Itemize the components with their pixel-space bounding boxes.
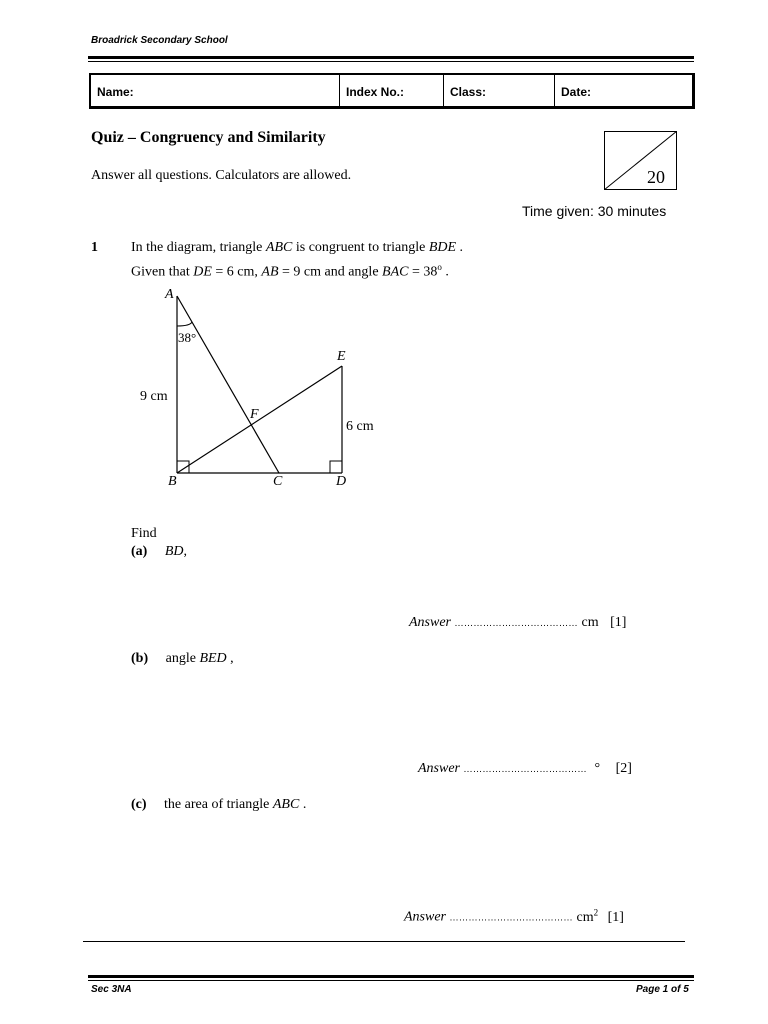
part-a-label: (a) — [131, 544, 148, 559]
find-label: Find — [131, 526, 157, 541]
segment-ac — [177, 296, 279, 473]
total-marks: 20 — [647, 167, 665, 187]
question-number: 1 — [91, 240, 98, 255]
part-c-suffix: . — [299, 797, 307, 812]
footer-class: Sec 3NA — [91, 984, 132, 995]
footer-page: Page 1 of 5 — [636, 984, 689, 995]
q2-degree: o — [437, 262, 442, 272]
q2-text-1: Given that — [131, 264, 194, 280]
part-c-var: ABC — [272, 797, 300, 812]
q2-var-de: DE — [193, 264, 212, 280]
triangle-diagram — [120, 282, 400, 492]
q2-text-2: = 6 cm, — [211, 264, 262, 280]
quiz-title: Quiz – Congruency and Similarity — [91, 129, 326, 146]
answer-a-marks: [1] — [610, 615, 627, 630]
part-c — [131, 797, 306, 813]
q1-text-2: is congruent to triangle — [292, 240, 429, 255]
q1-var-abc: ABC — [265, 240, 293, 255]
answer-b-word: Answer — [418, 761, 460, 776]
class-label: Class: — [450, 85, 487, 99]
name-label: Name: — [97, 85, 134, 99]
answer-c-unit — [576, 907, 599, 925]
time-given: Time given: 30 minutes — [522, 203, 667, 219]
q1-var-bde: BDE — [428, 240, 457, 255]
content-end-rule — [83, 941, 685, 942]
q1-text-3: . — [456, 240, 464, 255]
question-line-1 — [131, 240, 463, 256]
score-box — [604, 131, 677, 190]
label-c: C — [273, 474, 283, 489]
student-info-table — [89, 73, 695, 109]
part-b-suffix: , — [226, 651, 234, 666]
label-ab-length: 9 cm — [140, 389, 168, 404]
segment-be — [177, 366, 342, 473]
answer-c-unit-text: cm — [576, 909, 594, 925]
q2-text-3: = 9 cm and angle — [278, 264, 383, 280]
date-label: Date: — [561, 85, 592, 99]
class-cell — [443, 75, 554, 106]
part-a-suffix: , — [183, 544, 187, 559]
answer-b-marks: [2] — [615, 761, 632, 776]
date-cell — [554, 75, 694, 106]
part-b-label: (b) — [131, 651, 149, 666]
answer-b-unit: ° — [594, 761, 601, 776]
header-rule — [88, 56, 694, 59]
part-b-text: angle — [165, 651, 200, 666]
score-box-diagonal — [604, 131, 677, 190]
part-b-var: BED — [199, 651, 227, 666]
answer-c-word: Answer — [404, 909, 446, 925]
q2-var-ab: AB — [261, 264, 279, 280]
footer-rule-thin — [88, 980, 694, 981]
answer-a-unit: cm — [581, 615, 599, 630]
question-line-2 — [131, 262, 449, 281]
answer-c — [404, 907, 624, 926]
label-b: B — [168, 474, 177, 489]
index-cell — [339, 75, 443, 106]
part-b — [131, 651, 234, 667]
answer-a — [409, 615, 626, 631]
answer-c-unit-sup: 2 — [593, 907, 599, 917]
header-rule-thin — [88, 61, 694, 62]
answer-c-blank[interactable]: ………………………………… — [449, 912, 573, 923]
q1-text-1: In the diagram, triangle — [131, 240, 266, 255]
part-c-text: the area of triangle — [164, 797, 273, 812]
right-angle-d — [330, 461, 342, 473]
answer-b — [418, 761, 632, 777]
answer-a-blank[interactable]: ………………………………… — [454, 618, 578, 628]
angle-arc-a — [177, 322, 192, 326]
q2-text-4: = 38 — [408, 264, 438, 280]
label-angle-a: 38° — [178, 330, 197, 345]
label-a: A — [165, 287, 174, 302]
instructions: Answer all questions. Calculators are allowed. — [91, 168, 352, 183]
answer-a-word: Answer — [409, 615, 451, 630]
name-cell — [91, 75, 339, 106]
index-label: Index No.: — [346, 85, 405, 99]
part-c-label: (c) — [131, 797, 147, 812]
label-e: E — [337, 349, 346, 364]
part-a-var: BD — [164, 544, 184, 559]
label-de-length: 6 cm — [346, 419, 374, 434]
school-name: Broadrick Secondary School — [91, 35, 228, 46]
part-a — [131, 544, 187, 560]
answer-c-marks: [1] — [607, 909, 624, 925]
label-f: F — [250, 407, 259, 422]
label-d: D — [336, 474, 347, 489]
answer-b-blank[interactable]: ………………………………… — [463, 764, 587, 774]
q2-text-5: . — [441, 264, 449, 280]
q2-var-bac: BAC — [382, 264, 409, 280]
footer-rule — [88, 975, 694, 978]
